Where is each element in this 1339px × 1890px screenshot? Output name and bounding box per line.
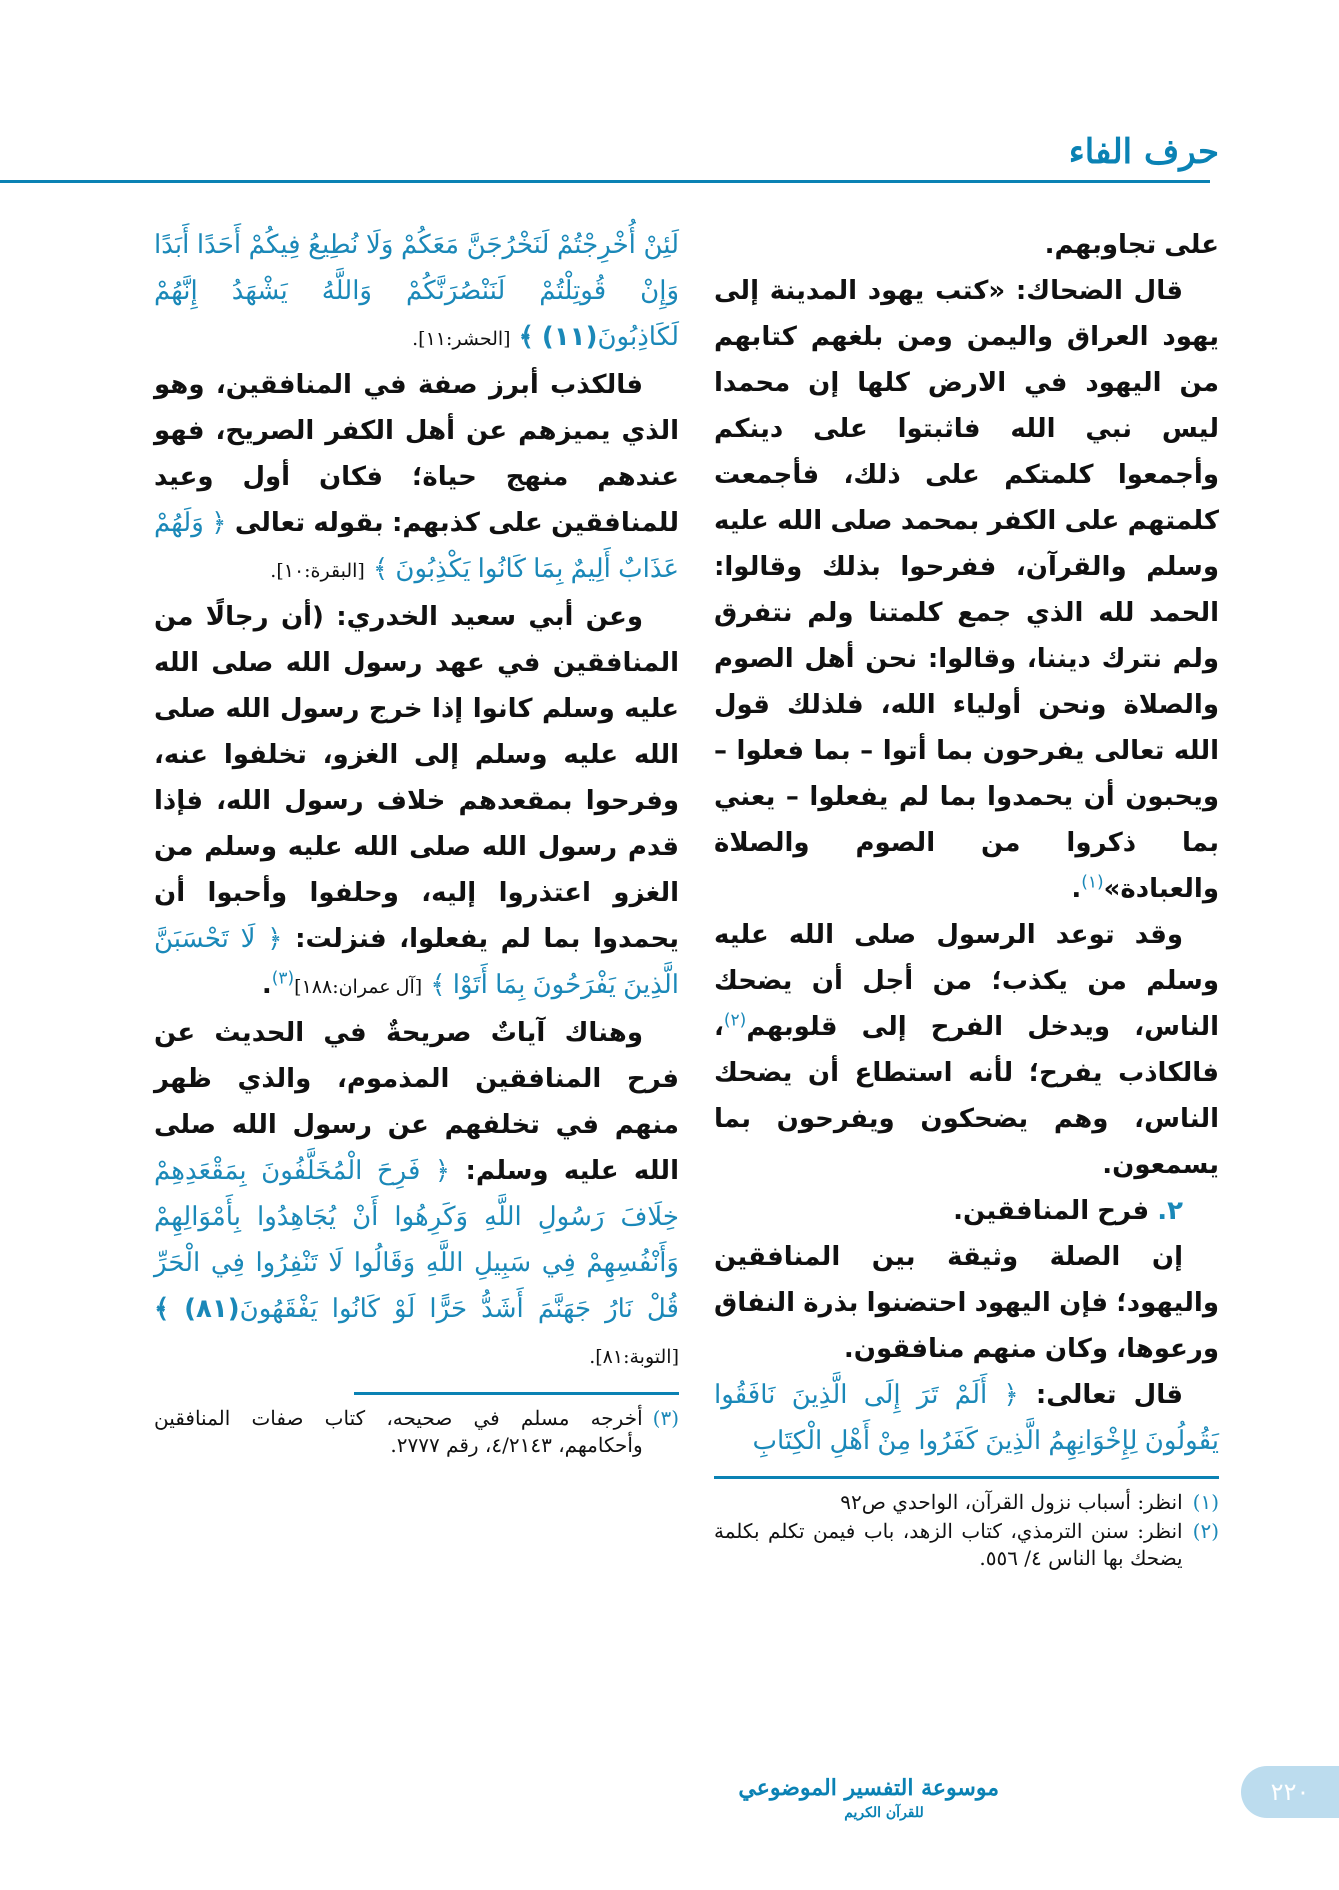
footnote-ref-2[interactable]: (٢) bbox=[723, 1010, 747, 1031]
period: . bbox=[261, 970, 272, 1000]
page-number-badge bbox=[1241, 1766, 1339, 1818]
period: . bbox=[1071, 874, 1082, 904]
footnote-divider bbox=[714, 1476, 1219, 1479]
paragraph bbox=[154, 222, 679, 362]
quran-verse: ﴿ لَا تَحْسَبَنَّ الَّذِينَ يَفْرَحُونَ بِمَا أَتَوْا ﴾ bbox=[154, 924, 679, 1000]
quran-verse: لَئِنْ أُخْرِجْتُمْ لَنَخْرُجَنَّ مَعَكُمْ وَلَا نُطِيعُ فِيكُمْ أَحَدًا أَبَدًا وَإِنْ قُوتِلْتُمْ لَنَنْصُرَنَّكُمْ وَاللَّهُ يَشْهَدُ إِنَّهُمْ لَكَاذِبُونَ bbox=[154, 230, 679, 352]
verse-reference: [التوبة:٨١]. bbox=[589, 1346, 679, 1368]
text-run: وقد توعد الرسول صلى الله عليه وسلم من يكذب؛ من أجل أن يضحك الناس، ويدخل الفرح إلى قلوبهم bbox=[714, 920, 1219, 1042]
footnote-number: (٢) bbox=[1192, 1519, 1219, 1543]
paragraph bbox=[714, 1372, 1219, 1464]
verse-reference: [البقرة:١٠]. bbox=[270, 560, 365, 582]
ayah-end-ornament-icon: (٨١) ﴾ bbox=[154, 1294, 240, 1324]
hadith-text: وعن أبي سعيد الخدري: (أن رجالًا من المنافقين في عهد رسول الله صلى الله عليه وسلم كانوا إذا خرج رسول الله صلى الله عليه وسلم إلى الغزو، تخلفوا عنه، وفرحوا بمقعدهم خلاف رسول الله، فإذا قدم رسول الله صلى الله عليه وسلم من الغزو اعتذروا إليه، وحلفوا وأحبوا أن يحمدوا بما لم يفعلوا، فنزلت: bbox=[154, 602, 679, 954]
text-run: وهناك آياتٌ صريحةٌ في الحديث عن فرح المنافقين المذموم، والذي ظهر منهم في تخلفهم عن رسول الله صلى الله عليه وسلم: bbox=[154, 1018, 679, 1186]
heading-number: ٢. bbox=[1157, 1196, 1183, 1226]
footnote-number: (١) bbox=[1192, 1490, 1219, 1514]
footnote-ref-3[interactable]: (٣) bbox=[271, 968, 295, 989]
dahhak-quote: قال الضحاك: «كتب يهود المدينة إلى يهود العراق واليمن ومن بلغهم كتابهم من اليهود في الارض كلها إن محمدا ليس نبي الله فاثبتوا على دينكم وأجمعوا كلمتكم على ذلك، فأجمعت كلمتهم على الكفر بمحمد صلى الله عليه وسلم والقرآن، ففرحوا بذلك وقالوا: الحمد لله الذي جمع كلمتنا ولم نتفرق ولم نترك ديننا، وقالوا: نحن أهل الصوم والصلاة ونحن أولياء الله، فلذلك قول الله تعالى يفرحون بما أتوا – بما فعلوا – ويحبون أن يحمدوا بما لم يفعلوا – يعني بما ذكروا من الصوم والصلاة والعبادة» bbox=[714, 276, 1219, 904]
footnotes-left bbox=[154, 1405, 679, 1461]
footnote-divider bbox=[354, 1392, 680, 1395]
paragraph: إن الصلة وثيقة بين المنافقين واليهود؛ فإن اليهود احتضنوا بذرة النفاق ورعوها، وكان منهم منافقون. bbox=[714, 1242, 1219, 1364]
chapter-title: حرف الفاء bbox=[1068, 132, 1219, 172]
logo-title: موسوعة التفسير الموضوعي bbox=[738, 1775, 999, 1801]
paragraph bbox=[154, 1010, 679, 1380]
footnote bbox=[714, 1518, 1219, 1572]
logo-subtitle: للقرآن الكريم bbox=[844, 1805, 924, 1821]
quran-verse: ﴿ فَرِحَ الْمُخَلَّفُونَ بِمَقْعَدِهِمْ خِلَافَ رَسُولِ اللَّهِ وَكَرِهُوا أَنْ يُجَاهِدُوا بِأَمْوَالِهِمْ وَأَنْفُسِهِمْ فِي سَبِيلِ اللَّهِ وَقَالُوا لَا تَنْفِرُوا فِي الْحَرِّ قُلْ نَارُ جَهَنَّمَ أَشَدُّ حَرًّا لَوْ كَانُوا يَفْقَهُونَ bbox=[154, 1156, 679, 1324]
page-number: ٢٢٠ bbox=[1270, 1778, 1310, 1806]
quran-verse: ﴿ وَلَهُمْ عَذَابٌ أَلِيمٌ بِمَا كَانُوا يَكْذِبُونَ ﴾ bbox=[154, 508, 679, 584]
right-body bbox=[714, 222, 1219, 1464]
ayah-end-ornament-icon: (١١) ﴾ bbox=[518, 322, 598, 352]
paragraph bbox=[154, 362, 679, 594]
footnote-text: أخرجه مسلم في صحيحه، كتاب صفات المنافقين وأحكامهم، ٤/٢١٤٣، رقم ٢٧٧٧. bbox=[154, 1406, 643, 1457]
text-run: فالكذب أبرز صفة في المنافقين، وهو الذي يميزهم عن أهل الكفر الصريح، فهو عندهم منهج حياة؛ فكان أول وعيد للمنافقين على كذبهم: بقوله تعالى bbox=[154, 370, 680, 538]
paragraph: على تجاوبهم. bbox=[1044, 230, 1219, 260]
paragraph bbox=[154, 594, 679, 1010]
footnote-text: انظر: سنن الترمذي، كتاب الزهد، باب فيمن تكلم بكلمة يضحك بها الناس ٤/ ٥٥٦. bbox=[714, 1519, 1183, 1570]
paragraph bbox=[714, 268, 1219, 912]
footnote-text: انظر: أسباب نزول القرآن، الواحدي ص٩٢ bbox=[840, 1490, 1183, 1514]
footnote bbox=[714, 1489, 1219, 1516]
footnotes-right bbox=[714, 1489, 1219, 1574]
left-column bbox=[154, 222, 679, 1740]
header-divider bbox=[0, 180, 1210, 183]
text-run: ، فالكاذب يفرح؛ لأنه استطاع أن يضحك الناس، وهم يضحكون ويفرحون بما يسمعون. bbox=[714, 1012, 1219, 1180]
verse-intro: قال تعالى: bbox=[1035, 1380, 1183, 1410]
right-column bbox=[714, 222, 1219, 1740]
section-heading bbox=[714, 1188, 1219, 1234]
left-body bbox=[154, 222, 679, 1380]
verse-reference: [الحشر:١١]. bbox=[412, 328, 511, 350]
paragraph bbox=[714, 912, 1219, 1188]
verse-reference: [آل عمران:١٨٨] bbox=[294, 976, 423, 998]
encyclopedia-logo bbox=[738, 1772, 999, 1822]
quran-verse: ﴿ أَلَمْ تَرَ إِلَى الَّذِينَ نَافَقُوا يَقُولُونَ لِإِخْوَانِهِمُ الَّذِينَ كَفَرُوا مِنْ أَهْلِ الْكِتَابِ bbox=[714, 1380, 1219, 1456]
footnote-number: (٣) bbox=[652, 1406, 679, 1430]
footnote-ref-1[interactable]: (١) bbox=[1081, 872, 1104, 893]
heading-text: فرح المنافقين. bbox=[953, 1196, 1150, 1226]
footnote bbox=[154, 1405, 679, 1459]
